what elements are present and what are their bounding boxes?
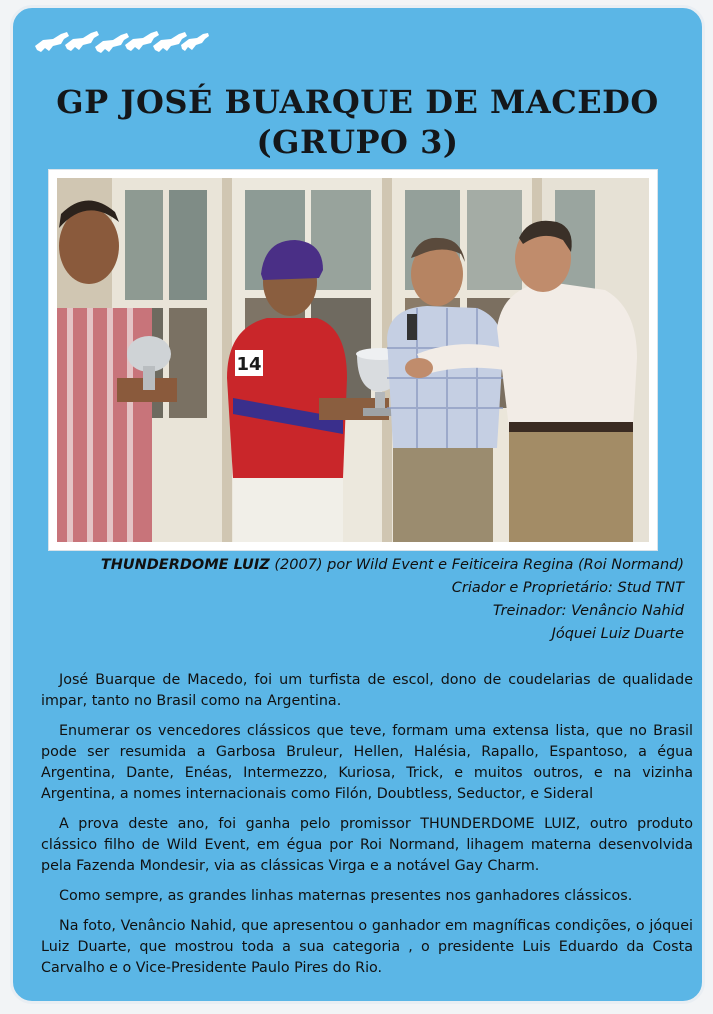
article-paragraph: A prova deste ano, foi ganha pelo promissor THUNDERDOME LUIZ, outro produto clássico filho de Wild Event, em égua por Roi Normand, lihagem materna desenvolvida pela Fazenda Mondesir, via as clássicas Virga e a notável Gay Charm.: [41, 816, 693, 874]
running-horses-icon: [31, 24, 211, 58]
article-paragraph: Na foto, Venâncio Nahid, que apresentou o ganhador em magníficas condições, o jóquei Luiz Duarte, que mostrou toda a sua categoria , o presidente Luis Eduardo da Costa Carvalho e o Vice-Presidente Paulo Pires do Rio.: [41, 918, 693, 976]
horse-name: THUNDERDOME LUIZ: [100, 557, 270, 573]
magazine-page: [10, 5, 705, 1004]
photo-caption: [101, 554, 684, 646]
article-body: [41, 670, 693, 988]
article-paragraph: Enumerar os vencedores clássicos que teve, formam uma extensa lista, que no Brasil pode ser resumida a Garbosa Bruleur, Hellen, Halésia, Rapallo, Espantoso, a égua Argentina, Dante, Enéas, Intermezzo, Kuriosa, Trick, e muitos outros, e na vizinha Argentina, a nomes internacionais como Filón, Doubtless, Seductor, e Sideral: [41, 723, 693, 802]
trophy-presentation-photo: [49, 170, 657, 550]
caption-jockey: Jóquei Luiz Duarte: [551, 626, 684, 642]
title-line-1: GP JOSÉ BUARQUE DE MACEDO: [56, 83, 659, 121]
article-title: [13, 82, 702, 162]
horse-pedigree: (2007) por Wild Event e Feiticeira Regina (Roi Normand): [269, 557, 684, 573]
article-paragraph: Como sempre, as grandes linhas maternas presentes nos ganhadores clássicos.: [59, 888, 633, 904]
caption-line-horse: [101, 554, 684, 577]
article-paragraph: José Buarque de Macedo, foi um turfista de escol, dono de coudelarias de qualidade impar, tanto no Brasil como na Argentina.: [41, 672, 693, 709]
title-line-2: (GRUPO 3): [256, 123, 459, 161]
caption-trainer: Treinador: Venâncio Nahid: [492, 603, 684, 619]
jockey-number: 14: [236, 354, 262, 375]
photo-illustration: [57, 178, 649, 542]
caption-breeder-owner: Criador e Proprietário: Stud TNT: [451, 580, 684, 596]
